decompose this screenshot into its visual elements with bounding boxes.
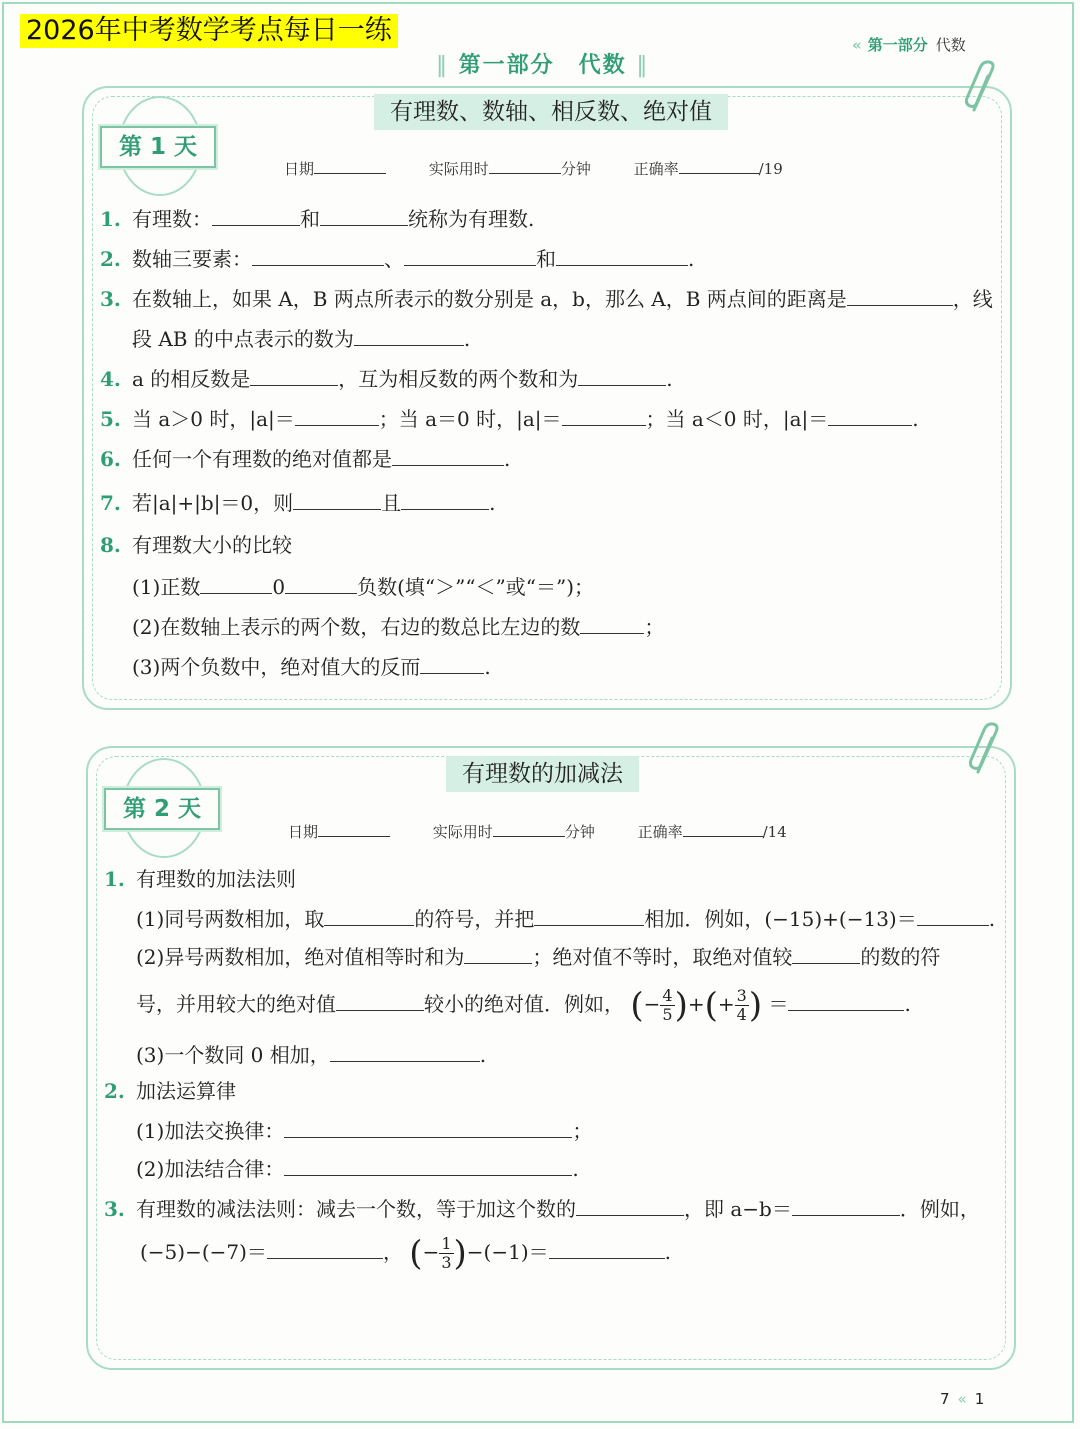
blank[interactable] bbox=[549, 1237, 665, 1259]
blank[interactable] bbox=[354, 324, 464, 346]
day2-meta: 日期 实际用时 分钟 正确率 /14 bbox=[288, 820, 787, 842]
accuracy-field[interactable] bbox=[683, 820, 763, 837]
blank[interactable] bbox=[285, 572, 357, 594]
blank[interactable] bbox=[420, 652, 484, 674]
day2-q2-1: (1)加法交换律： ； bbox=[136, 1116, 592, 1144]
day1-topic: 有理数、数轴、相反数、绝对值 bbox=[374, 94, 728, 130]
blank[interactable] bbox=[788, 989, 904, 1011]
day1-badge-label: 第 1 天 bbox=[100, 126, 216, 168]
page-number: 7 « 1 bbox=[940, 1390, 985, 1408]
day1-q6: 6. 任何一个有理数的绝对值都是 . bbox=[100, 444, 510, 472]
paperclip-icon bbox=[968, 722, 1002, 778]
blank[interactable] bbox=[392, 444, 504, 466]
blank[interactable] bbox=[284, 1116, 572, 1138]
blank[interactable] bbox=[828, 404, 912, 426]
blank[interactable] bbox=[252, 244, 384, 266]
day1-q4: 4. a 的相反数是 ，互为相反数的两个数和为 . bbox=[100, 364, 673, 392]
chevron-left-icon: « bbox=[852, 36, 862, 54]
day1-q1: 1. 有理数： 和 统称为有理数. bbox=[100, 204, 534, 232]
blank[interactable] bbox=[556, 244, 688, 266]
blank[interactable] bbox=[320, 204, 408, 226]
part-title bbox=[436, 48, 649, 79]
day2-topic: 有理数的加减法 bbox=[446, 756, 639, 792]
day1-q8-3: (3)两个负数中，绝对值大的反而 . bbox=[132, 652, 491, 680]
banner-title: 2026年中考数学考点每日一练 bbox=[20, 14, 398, 48]
blank[interactable] bbox=[404, 244, 536, 266]
blank[interactable] bbox=[401, 488, 489, 510]
blank[interactable] bbox=[336, 989, 424, 1011]
paperclip-icon bbox=[964, 60, 998, 116]
day1-meta: 日期 实际用时 分钟 正确率 /19 bbox=[284, 157, 783, 179]
blank[interactable] bbox=[293, 488, 381, 510]
day2-q1-2-cont: 号，并用较大的绝对值 较小的绝对值．例如， (− $\frac{4}{5}$ )+(+ $\frac{3}{4}$ ) ＝ . bbox=[136, 985, 911, 1026]
fraction: $\frac{4}{5}$ bbox=[662, 986, 673, 1024]
blank[interactable] bbox=[295, 404, 379, 426]
day2-q1-1: (1)同号两数相加，取 的符号，并把 相加．例如，(−15)+(−13)＝ . bbox=[136, 904, 995, 932]
blank[interactable] bbox=[917, 904, 989, 926]
time-field[interactable] bbox=[493, 820, 565, 837]
day1-badge bbox=[100, 96, 216, 196]
day2-q2-2: (2)加法结合律： . bbox=[136, 1154, 579, 1182]
day2-q3: 3. 有理数的减法法则：减去一个数，等于加这个数的 ，即 a−b＝ ．例如， bbox=[104, 1194, 980, 1222]
blank[interactable] bbox=[792, 1194, 900, 1216]
blank[interactable] bbox=[578, 364, 666, 386]
time-field[interactable] bbox=[489, 157, 561, 174]
day2-q2: 2. 加法运算律 bbox=[104, 1079, 236, 1103]
fraction: $\frac{1}{3}$ bbox=[441, 1234, 452, 1272]
day1-q3-line2: 段 AB 的中点表示的数为 . bbox=[132, 324, 470, 352]
day1-q3: 3. 在数轴上，如果 A，B 两点所表示的数分别是 a，b，那么 A，B 两点间的距离是 ，线 bbox=[100, 284, 993, 312]
blank[interactable] bbox=[200, 572, 272, 594]
blank[interactable] bbox=[562, 404, 646, 426]
fraction: $\frac{3}{4}$ bbox=[736, 986, 747, 1024]
running-header bbox=[852, 34, 966, 55]
blank[interactable] bbox=[464, 942, 532, 964]
blank[interactable] bbox=[284, 1154, 572, 1176]
blank[interactable] bbox=[212, 204, 300, 226]
blank[interactable] bbox=[330, 1040, 480, 1062]
day2-q3-examples: (−5)−(−7)＝ ， (− $\frac{1}{3}$ )−(−1)＝ . bbox=[140, 1233, 671, 1274]
day1-q8: 8. 有理数大小的比较 bbox=[100, 533, 292, 557]
day2-badge-label: 第 2 天 bbox=[104, 788, 220, 830]
day2-badge bbox=[104, 758, 220, 858]
blank[interactable] bbox=[792, 942, 860, 964]
day2-q1-3: (3)一个数同 0 相加， . bbox=[136, 1040, 486, 1068]
blank[interactable] bbox=[324, 904, 414, 926]
blank[interactable] bbox=[534, 904, 644, 926]
chevron-left-icon: « bbox=[957, 1390, 967, 1408]
blank[interactable] bbox=[580, 612, 644, 634]
date-field[interactable] bbox=[314, 157, 386, 174]
blank[interactable] bbox=[576, 1194, 684, 1216]
day1-q8-1: (1)正数 0 负数(填“＞”“＜”或“＝”)； bbox=[132, 572, 594, 600]
header-sub: 代数 bbox=[935, 36, 966, 54]
day1-q7: 7. 若|a|+|b|＝0，则 且 . bbox=[100, 488, 496, 516]
day1-q5: 5. 当 a＞0 时，|a|＝ ；当 a＝0 时，|a|＝ ；当 a＜0 时，|a|＝ . bbox=[100, 404, 919, 432]
part-title-text: 第一部分 代数 bbox=[458, 53, 627, 78]
blank[interactable] bbox=[847, 284, 953, 306]
header-section: 第一部分 bbox=[867, 36, 928, 54]
accuracy-field[interactable] bbox=[679, 157, 759, 174]
blank[interactable] bbox=[267, 1237, 383, 1259]
day1-q2: 2. 数轴三要素： 、 和 . bbox=[100, 244, 694, 272]
day2-q1: 1. 有理数的加法法则 bbox=[104, 867, 296, 891]
day2-q1-2: (2)异号两数相加，绝对值相等时和为 ；绝对值不等时，取绝对值较 的数的符 bbox=[136, 942, 940, 970]
title-bar-right: ‖ bbox=[636, 53, 650, 78]
date-field[interactable] bbox=[318, 820, 390, 837]
blank[interactable] bbox=[250, 364, 338, 386]
title-bar-left: ‖ bbox=[436, 53, 449, 78]
day1-q8-2: (2)在数轴上表示的两个数，右边的数总比左边的数 ； bbox=[132, 612, 664, 640]
